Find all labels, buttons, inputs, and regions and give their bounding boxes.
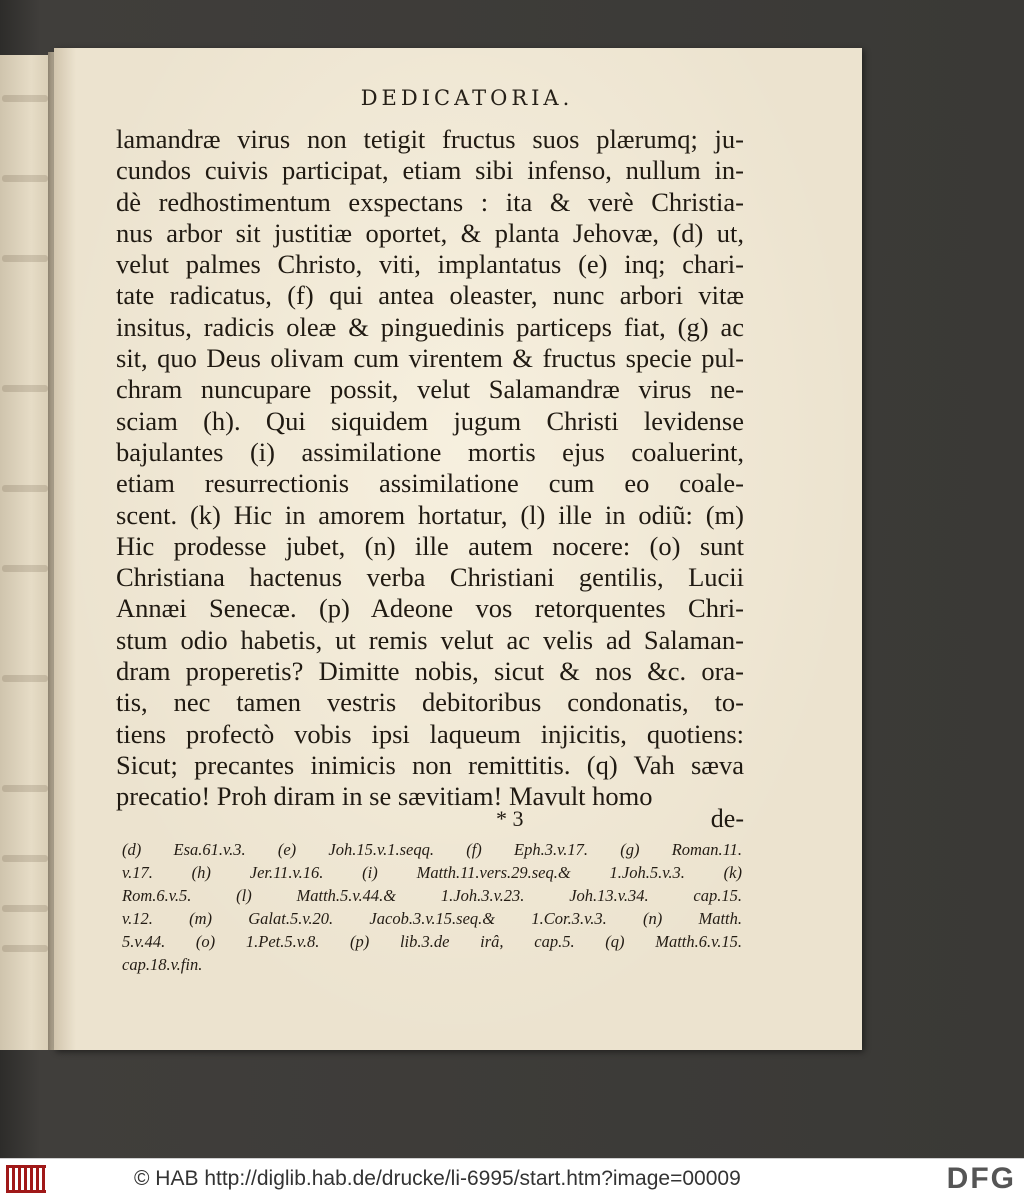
body-line: insitus, radicis oleæ & pinguedinis particeps fiat, (g) ac	[116, 311, 744, 342]
viewer-footer	[0, 1158, 1024, 1200]
previous-page-edge	[0, 55, 52, 1050]
signature-mark: * 3	[496, 806, 524, 831]
body-line: bajulantes (i) assimilatione mortis ejus coaluerint,	[116, 436, 744, 467]
footnote-line: v.17. (h) Jer.11.v.16. (i) Matth.11.vers.29.seq.& 1.Joh.5.v.3. (k)	[122, 863, 742, 882]
hab-logo-icon	[6, 1165, 46, 1193]
body-line: stum odio habetis, ut remis velut ac velis ad Salaman-	[116, 624, 744, 655]
dfg-logo: DFG	[946, 1162, 1016, 1195]
running-head: DEDICATORIA.	[360, 86, 574, 110]
body-line: scent. (k) Hic in amorem hortatur, (l) ille in odiũ: (m)	[116, 499, 744, 530]
body-line: dè redhostimentum exspectans : ita & verè Christia-	[116, 186, 744, 217]
body-line: tis, nec tamen vestris debitoribus condonatis, to-	[116, 687, 744, 718]
body-line: velut palmes Christo, viti, implantatus (e) inq; chari-	[116, 249, 744, 280]
body-line: tate radicatus, (f) qui antea oleaster, nunc arbori vitæ	[116, 280, 744, 311]
catchword: de-	[710, 804, 744, 833]
footnote-line: Rom.6.v.5. (l) Matth.5.v.44.& 1.Joh.3.v.23. Joh.13.v.34. cap.15.	[122, 886, 742, 905]
footnote-line: (d) Esa.61.v.3. (e) Joh.15.v.1.seqq. (f) Eph.3.v.17. (g) Roman.11.	[122, 840, 742, 859]
body-line: dram properetis? Dimitte nobis, sicut & nos &c. ora-	[116, 656, 744, 687]
body-line: tiens profectò vobis ipsi laqueum injicitis, quotiens:	[116, 718, 744, 749]
body-line: lamandræ virus non tetigit fructus suos plærumq; ju-	[116, 124, 744, 154]
body-line: Hic prodesse jubet, (n) ille autem nocere: (o) sunt	[116, 530, 744, 561]
footnote-line: v.12. (m) Galat.5.v.20. Jacob.3.v.15.seq.& 1.Cor.3.v.3. (n) Matth.	[122, 909, 742, 928]
body-line: nus arbor sit justitiæ oportet, & planta Jehovæ, (d) ut,	[116, 217, 744, 248]
footnote-line: 5.v.44. (o) 1.Pet.5.v.8. (p) lib.3.de irâ, cap.5. (q) Matth.6.v.15.	[122, 932, 742, 951]
body-line: Sicut; precantes inimicis non remittitis. (q) Vah sæva	[116, 749, 744, 780]
body-line: etiam resurrectionis assimilatione cum eo coale-	[116, 468, 744, 499]
footnote-line: cap.18.v.fin.	[122, 955, 203, 974]
body-line: Christiana hactenus verba Christiani gentilis, Lucii	[116, 562, 744, 593]
body-line: chram nuncupare possit, velut Salamandræ virus ne-	[116, 374, 744, 405]
book-page	[54, 48, 862, 1050]
copyright-link[interactable]: © HAB http://diglib.hab.de/drucke/li-6995/start.htm?image=00009	[134, 1167, 741, 1190]
body-line: precatio! Proh diram in se sævitiam! Mavult homo	[116, 781, 653, 812]
body-line: Annæi Senecæ. (p) Adeone vos retorquentes Chri-	[116, 593, 744, 624]
footnotes	[122, 838, 742, 976]
signature-row	[116, 804, 744, 834]
body-line: sciam (h). Qui siquidem jugum Christi levidense	[116, 405, 744, 436]
body-line: sit, quo Deus olivam cum virentem & fructus specie pul-	[116, 343, 744, 374]
body-line: cundos cuivis participat, etiam sibi infenso, nullum in-	[116, 155, 744, 186]
body-text	[116, 124, 744, 813]
